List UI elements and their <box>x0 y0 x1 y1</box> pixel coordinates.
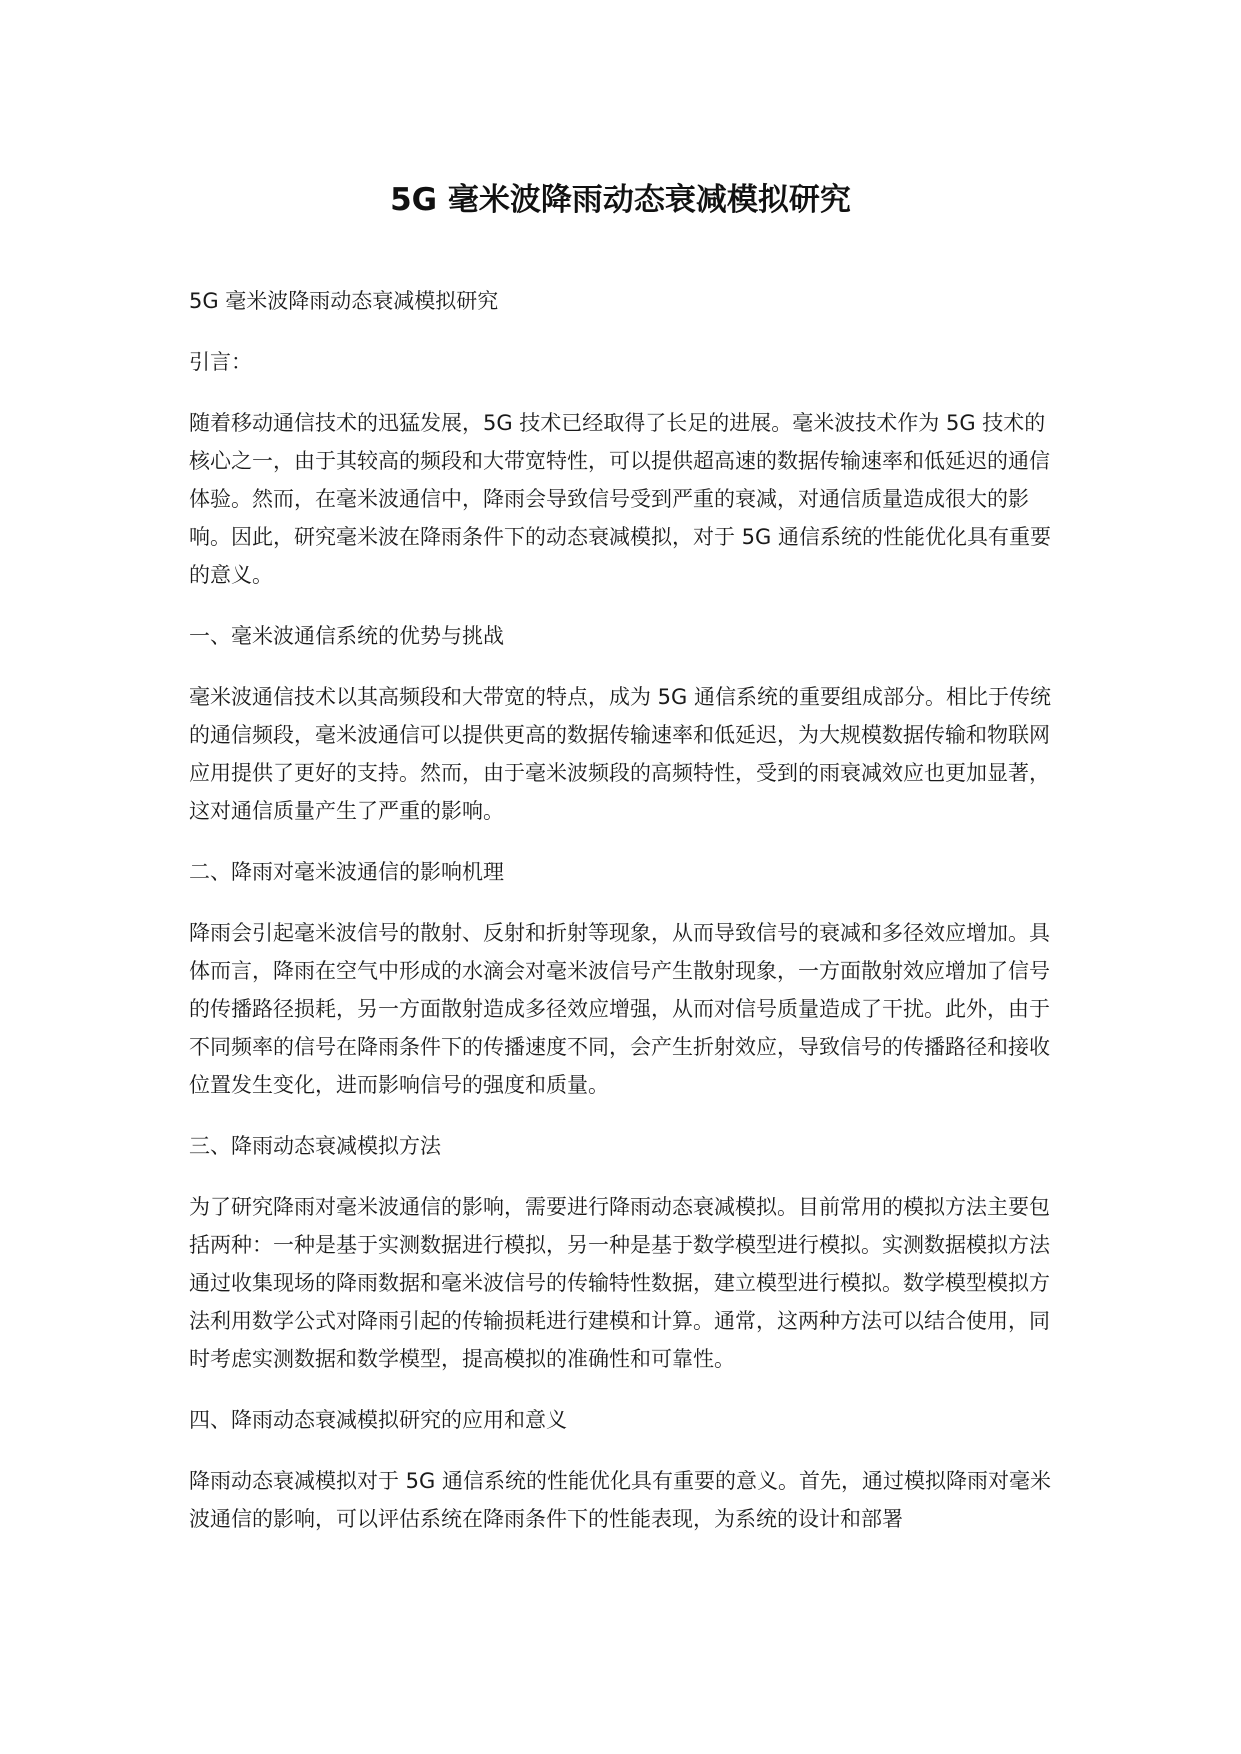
section-2-paragraph: 降雨会引起毫米波信号的散射、反射和折射等现象，从而导致信号的衰减和多径效应增加。具体而言，降雨在空气中形成的水滴会对毫米波信号产生散射现象，一方面散射效应增加了信号的传播路径损耗，另一方面散射造成多径效应增强，从而对信号质量造成了干扰。此外，由于不同频率的信号在降雨条件下的传播速度不同，会产生折射效应，导致信号的传播路径和接收位置发生变化，进而影响信号的强度和质量。 <box>189 921 1050 1097</box>
section-3-heading: 三、降雨动态衰减模拟方法 <box>189 1134 441 1158</box>
section-1-heading: 一、毫米波通信系统的优势与挑战 <box>189 624 504 648</box>
section-2-heading: 二、降雨对毫米波通信的影响机理 <box>189 860 504 884</box>
document-body <box>189 282 1059 1538</box>
subtitle-paragraph: 5G 毫米波降雨动态衰减模拟研究 <box>189 289 499 313</box>
document-title: 5G 毫米波降雨动态衰减模拟研究 <box>390 182 851 218</box>
section-4-paragraph: 降雨动态衰减模拟对于 5G 通信系统的性能优化具有重要的意义。首先，通过模拟降雨对毫米波通信的影响，可以评估系统在降雨条件下的性能表现，为系统的设计和部署 <box>189 1469 1051 1531</box>
section-3-paragraph: 为了研究降雨对毫米波通信的影响，需要进行降雨动态衰减模拟。目前常用的模拟方法主要包括两种：一种是基于实测数据进行模拟，另一种是基于数学模型进行模拟。实测数据模拟方法通过收集现场的降雨数据和毫米波信号的传输特性数据，建立模型进行模拟。数学模型模拟方法利用数学公式对降雨引起的传输损耗进行建模和计算。通常，这两种方法可以结合使用，同时考虑实测数据和数学模型，提高模拟的准确性和可靠性。 <box>189 1195 1050 1371</box>
section-1-paragraph: 毫米波通信技术以其高频段和大带宽的特点，成为 5G 通信系统的重要组成部分。相比于传统的通信频段，毫米波通信可以提供更高的数据传输速率和低延迟，为大规模数据传输和物联网应用提供了更好的支持。然而，由于毫米波频段的高频特性，受到的雨衰减效应也更加显著，这对通信质量产生了严重的影响。 <box>189 685 1051 823</box>
intro-paragraph: 随着移动通信技术的迅猛发展，5G 技术已经取得了长足的进展。毫米波技术作为 5G 技术的核心之一，由于其较高的频段和大带宽特性，可以提供超高速的数据传输速率和低延迟的通信体验。然而，在毫米波通信中，降雨会导致信号受到严重的衰减，对通信质量造成很大的影响。因此，研究毫米波在降雨条件下的动态衰减模拟，对于 5G 通信系统的性能优化具有重要的意义。 <box>189 411 1051 587</box>
section-4-heading: 四、降雨动态衰减模拟研究的应用和意义 <box>189 1408 567 1432</box>
intro-heading: 引言： <box>189 350 252 374</box>
